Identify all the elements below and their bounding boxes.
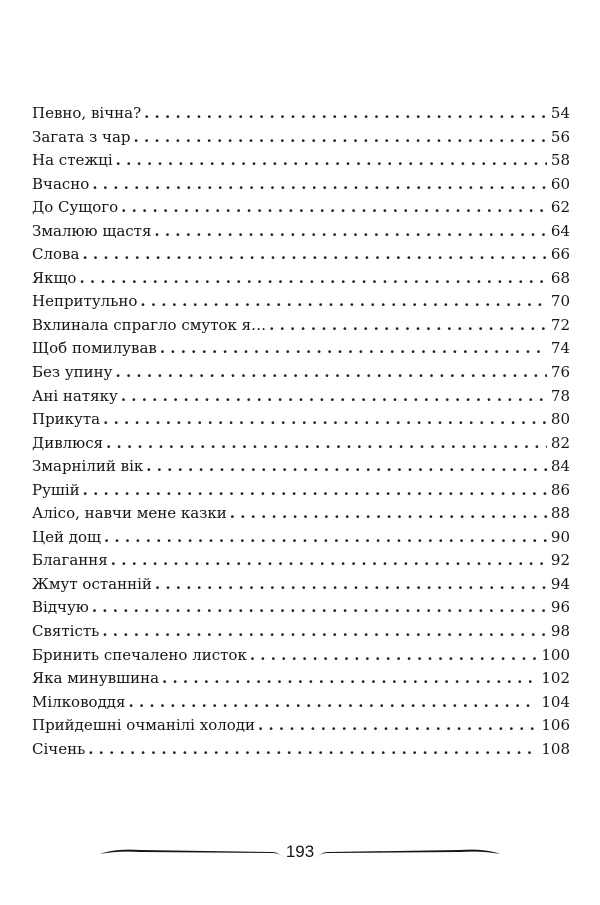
toc-entry-page: 94 (550, 574, 570, 593)
toc-entry-page: 78 (550, 386, 570, 405)
toc-entry-title: Вчасно (32, 174, 90, 193)
toc-entry (32, 549, 570, 573)
toc-entry-title: До Сущого (32, 198, 119, 217)
dot-leader (103, 408, 547, 432)
toc-entry-title: Січень (32, 739, 86, 758)
dot-leader (82, 243, 546, 267)
toc-entry-title: Вхлинала спрагло смуток я… (32, 315, 267, 334)
toc-entry-title: Прикута (32, 410, 101, 429)
toc-entry-title: На стежці (32, 151, 113, 170)
dot-leader (102, 620, 547, 644)
dot-leader (116, 361, 547, 385)
toc-entry-page: 86 (550, 480, 570, 499)
toc-entry (32, 432, 570, 456)
toc-entry-title: Щоб помилував (32, 339, 157, 358)
toc-entry (32, 526, 570, 550)
toc-entry-title: Слова (32, 245, 80, 264)
dot-leader (104, 526, 547, 550)
toc-entry-page: 98 (550, 622, 570, 641)
toc-entry (32, 361, 570, 385)
dot-leader (230, 502, 547, 526)
toc-entry-title: Змалюю щастя (32, 221, 152, 240)
toc-entry-page: 56 (550, 127, 570, 146)
toc-entry-page: 92 (550, 551, 570, 570)
toc-entry-title: Благання (32, 551, 108, 570)
dot-leader (92, 596, 547, 620)
toc-entry-page: 62 (550, 198, 570, 217)
toc-entry (32, 314, 570, 338)
dot-leader (79, 267, 546, 291)
toc-entry-page: 70 (550, 292, 570, 311)
dot-leader (88, 738, 537, 762)
toc-entry-page: 68 (550, 268, 570, 287)
page-footer (0, 836, 600, 876)
toc-entry-page: 96 (550, 598, 570, 617)
dot-leader (162, 667, 537, 691)
toc-entry-title: Цей дощ (32, 527, 101, 546)
toc-entry-page: 84 (550, 457, 570, 476)
toc-entry-page: 76 (550, 363, 570, 382)
toc-entry (32, 337, 570, 361)
toc-entry (32, 573, 570, 597)
table-of-contents (32, 102, 570, 761)
toc-entry (32, 455, 570, 479)
toc-entry (32, 596, 570, 620)
toc-entry-page: 74 (550, 339, 570, 358)
toc-entry-page: 64 (550, 221, 570, 240)
toc-entry-title: Мілководдя (32, 692, 126, 711)
dot-leader (92, 173, 547, 197)
dot-leader (250, 644, 538, 668)
toc-entry (32, 644, 570, 668)
toc-entry-page: 106 (541, 716, 570, 735)
toc-entry (32, 149, 570, 173)
toc-entry (32, 385, 570, 409)
toc-entry-title: Змарнілий вік (32, 457, 144, 476)
dot-leader (116, 149, 547, 173)
toc-entry (32, 196, 570, 220)
toc-entry-title: Алісо, навчи мене казки (32, 504, 227, 523)
toc-entry-title: Певно, вічна? (32, 104, 142, 122)
toc-entry (32, 243, 570, 267)
toc-entry-page: 80 (550, 410, 570, 429)
toc-entry (32, 502, 570, 526)
toc-entry-title: Непритульно (32, 292, 138, 311)
dot-leader (121, 196, 547, 220)
toc-entry-title: Яка минувшина (32, 669, 160, 688)
toc-entry-page: 72 (550, 315, 570, 334)
toc-entry-title: Рушій (32, 480, 80, 499)
dot-leader (106, 432, 547, 456)
toc-entry-title: Прийдешні очманілі холоди (32, 716, 256, 735)
toc-entry (32, 173, 570, 197)
toc-entry-page: 108 (541, 739, 570, 758)
toc-entry-title: Ані натяку (32, 386, 118, 405)
toc-entry-page: 100 (541, 645, 570, 664)
toc-entry-page: 58 (550, 151, 570, 170)
toc-entry (32, 479, 570, 503)
dot-leader (154, 220, 546, 244)
toc-entry-title: Жмут останній (32, 574, 152, 593)
dot-leader (160, 337, 547, 361)
toc-entry-page: 90 (550, 527, 570, 546)
toc-entry-title: Святість (32, 622, 100, 641)
dot-leader (134, 126, 547, 150)
dot-leader (258, 714, 537, 738)
toc-entry (32, 408, 570, 432)
dot-leader (140, 290, 547, 314)
toc-entry (32, 102, 570, 126)
dot-leader (129, 691, 538, 715)
toc-entry (32, 267, 570, 291)
dot-leader (83, 479, 547, 503)
toc-entry-page: 102 (541, 669, 570, 688)
toc-entry-title: Дивлюся (32, 433, 104, 452)
toc-entry (32, 126, 570, 150)
toc-entry-title: Бринить спечалено листок (32, 645, 247, 664)
dot-leader (155, 573, 547, 597)
toc-entry-title: Якщо (32, 268, 77, 287)
toc-entry (32, 620, 570, 644)
toc-entry-page: 60 (550, 174, 570, 193)
toc-entry (32, 290, 570, 314)
toc-entry (32, 691, 570, 715)
toc-entry-page: 82 (550, 433, 570, 452)
toc-entry (32, 738, 570, 762)
toc-entry-title: Без упину (32, 363, 113, 382)
dot-leader (146, 455, 547, 479)
dot-leader (269, 314, 547, 338)
dot-leader (121, 385, 547, 409)
toc-entry-page: 66 (550, 245, 570, 264)
page-number: 193 (285, 842, 315, 861)
dot-leader (144, 102, 547, 126)
toc-entry-page: 54 (550, 104, 570, 122)
dot-leader (111, 549, 547, 573)
toc-entry-page: 88 (550, 504, 570, 523)
toc-entry-title: Загата з чар (32, 127, 131, 146)
toc-entry-page: 104 (541, 692, 570, 711)
toc-entry-title: Відчую (32, 598, 89, 617)
toc-entry (32, 667, 570, 691)
toc-entry (32, 220, 570, 244)
toc-entry (32, 714, 570, 738)
